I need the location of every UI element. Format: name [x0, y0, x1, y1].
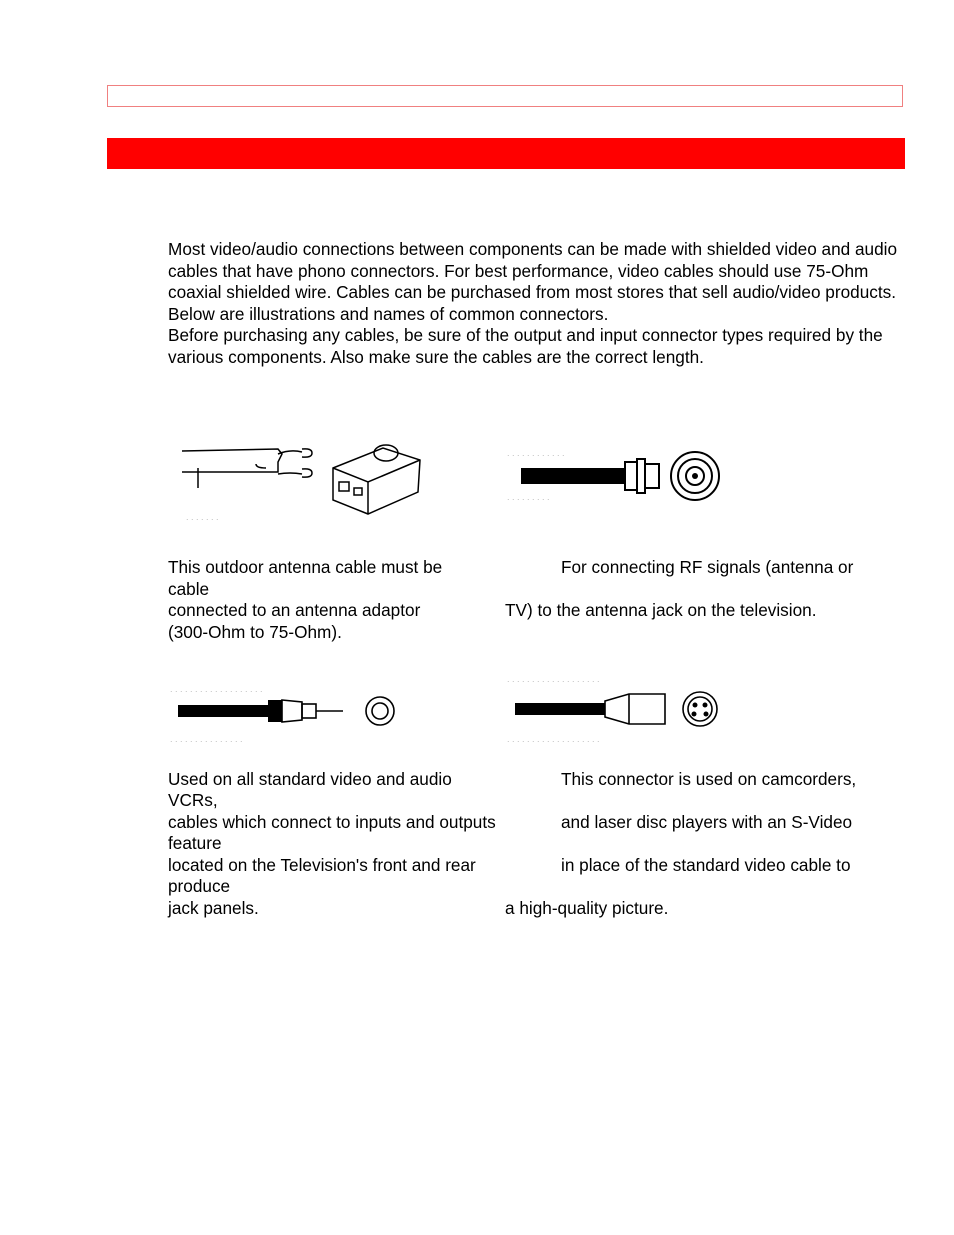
phono-cable-illustration [168, 680, 408, 748]
antenna-caption-line-1: This outdoor antenna cable must be [168, 557, 443, 577]
phono-caption-line-2: VCRs, [168, 790, 218, 810]
svg-text:. . . . . . . . .: . . . . . . . . . [507, 492, 550, 502]
svg-text:. . . . . . . . . . . . . . .: . . . . . . . . . . . . . . . . . . . [507, 734, 600, 744]
antenna-caption-line-2: cable [168, 579, 210, 599]
svideo-caption-line-4: a high-quality picture. [505, 898, 669, 918]
phono-caption-line-3: cables which connect to inputs and outputs [168, 812, 496, 832]
phono-caption-line-1: Used on all standard video and audio [168, 769, 452, 789]
phono-caption-line-7: jack panels. [168, 898, 259, 918]
svideo-caption-line-2: and laser disc players with an S-Video [561, 812, 853, 832]
phono-caption-line-6: produce [168, 876, 231, 896]
phono-caption-line-5: located on the Television's front and rear [168, 855, 476, 875]
antenna-caption-line-4: (300-Ohm to 75-Ohm). [168, 622, 342, 642]
intro-paragraph-1: Most video/audio connections between components can be made with shielded video and audio cables that have phono connectors. For best performance, video cables should use 75-Ohm coaxial shielded wire. Cables can be purchased from most stores that sell audio/video products. Below are illustrations and names of common connectors. [168, 239, 898, 324]
section-title-bar [107, 138, 905, 169]
phono-caption-line-4: feature [168, 833, 222, 853]
svg-text:. . . . . . . . . . . . . . .: . . . . . . . . . . . . . . . [170, 734, 243, 744]
svg-text:. . . . . . . . . . . . . . .: . . . . . . . . . . . . . . . . . . . [170, 684, 263, 694]
svg-text:. . . . . . . . . . . . . . .: . . . . . . . . . . . . . . . . . . . [507, 674, 600, 684]
antenna-adaptor-illustration [178, 432, 428, 522]
header-box [107, 85, 903, 107]
intro-paragraph-2: Before purchasing any cables, be sure of the output and input connector types required by the various components. Also make sure the cables are the correct length. [168, 325, 883, 367]
svideo-cable-illustration [505, 670, 735, 750]
intro-text [168, 239, 908, 369]
rf-coax-cable-illustration [505, 440, 735, 510]
rf-caption-line-2: TV) to the antenna jack on the television. [505, 600, 817, 620]
svideo-caption-line-1: This connector is used on camcorders, [561, 769, 857, 789]
svg-text:. . . . . . . . . . . .: . . . . . . . . . . . . [507, 448, 565, 458]
antenna-caption-line-3: connected to an antenna adaptor [168, 600, 421, 620]
svg-text:. . . . . . .: . . . . . . . [186, 512, 219, 522]
rf-caption-line-1: For connecting RF signals (antenna or [561, 557, 854, 577]
svideo-caption-line-3: in place of the standard video cable to [561, 855, 851, 875]
